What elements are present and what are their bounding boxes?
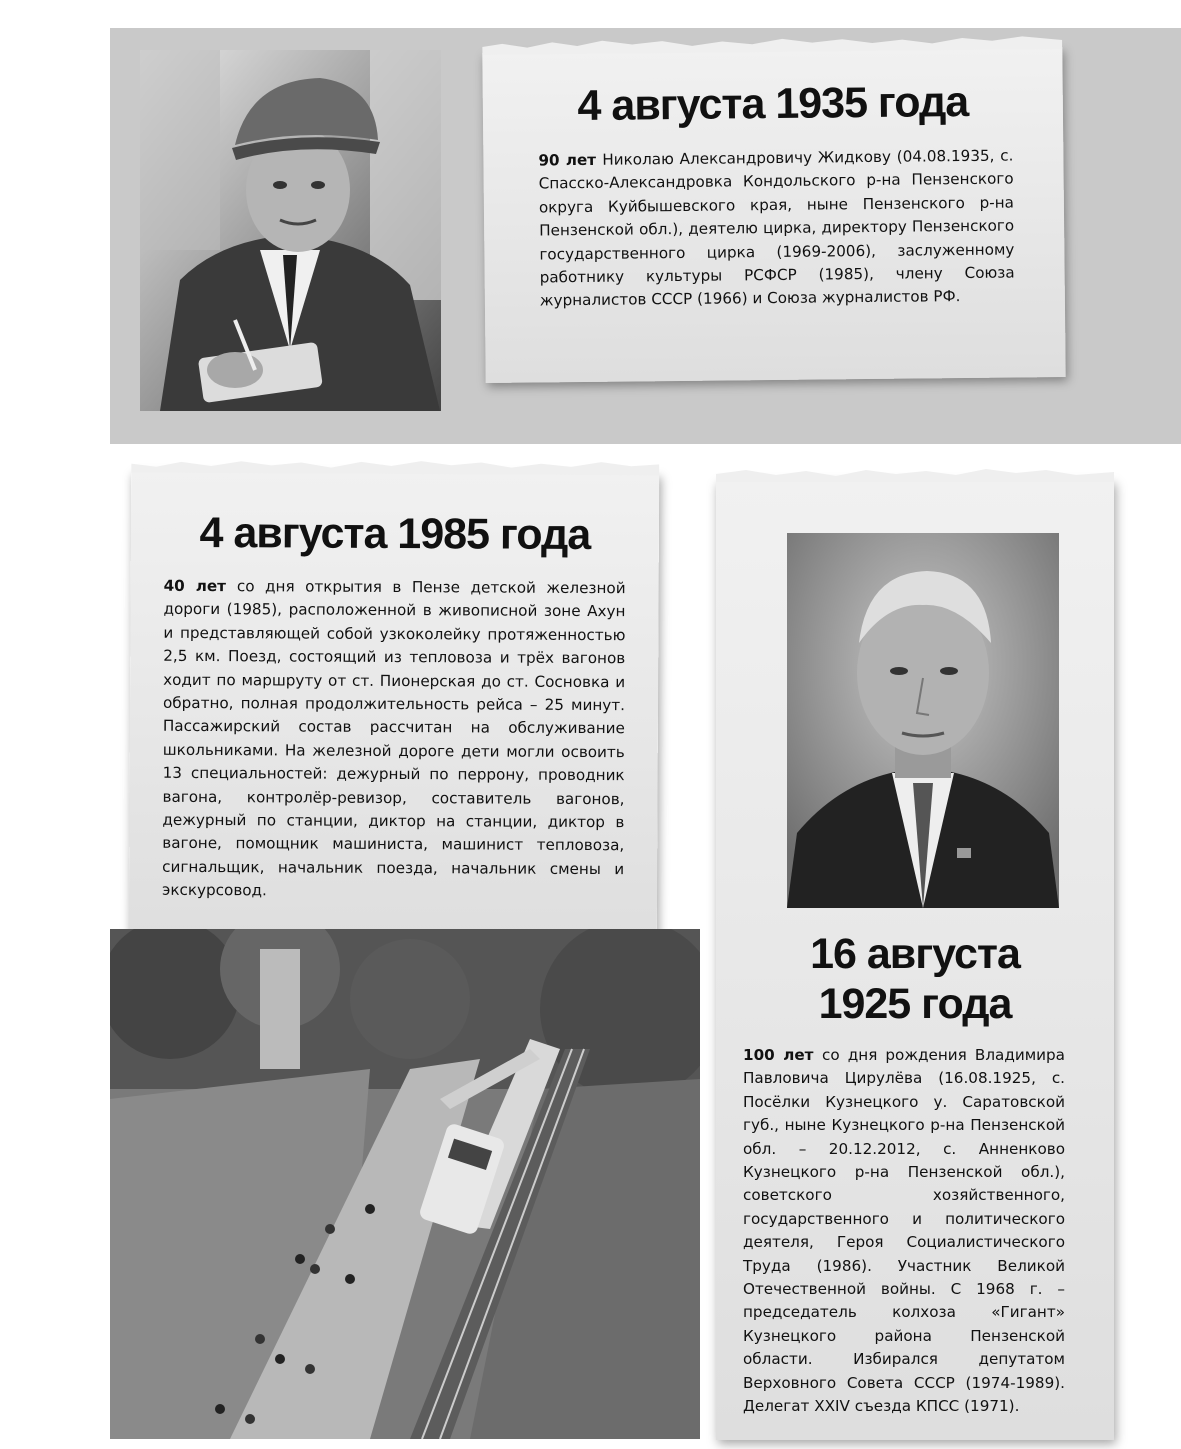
photo-zhidkov [140,50,441,411]
torn-edge [131,459,659,476]
text-1985 [162,575,626,905]
photo-childrens-railway [110,929,700,1439]
lead-1925: 100 лет [743,1046,823,1064]
photo-tsirulev [787,533,1059,908]
heading-1925-line2: 1925 года [818,980,1012,1028]
text-1925 [743,1044,1065,1419]
text-1935 [538,144,1015,313]
heading-1935: 4 августа 1935 года [577,77,969,131]
heading-1985: 4 августа 1985 года [199,508,591,560]
body-1935: Николаю Александровичу Жидкову (04.08.1935, с. Спасско-Александровка Кондольского р-на Пензенского округа Куйбышевского края, ныне Пензенского р-на Пензенской обл.), деятелю цирка, директору Пензенского государственного цирка (1969-2006), заслуженному работнику культуры РСФСР (1985), члену Союза журналистов СССР (1966) и Союза журналистов РФ. [538,146,1015,310]
body-1985: со дня открытия в Пензе детской железной дороги (1985), расположенной в живописной зоне Ахун и представляющей собой узкоколейку протяженностью 2,5 км. Поезд, состоящий из тепловоза и трёх вагонов ходит по маршруту от ст. Пионерская до ст. Сосновка и обратно, полная продолжительность рейса – 25 минут. Пассажирский состав рассчитан на обслуживание школьниками. На железной дороге дети могли освоить 13 специальностей: дежурный по перрону, проводник вагона, контролёр-ревизор, составитель вагонов, дежурный по станции, диктор на станции, диктор в вагоне, помощник машиниста, машинист тепловоза, сигнальщик, начальник поезда, начальник смены и экскурсовод. [161,577,626,900]
lead-1935: 90 лет [538,150,603,170]
heading-1925-line1: 16 августа [810,930,1020,978]
note-card-1985 [129,471,659,944]
lead-1985: 40 лет [163,576,237,596]
torn-edge [716,468,1114,482]
note-card-1935 [482,47,1065,383]
body-1925: со дня рождения Владимира Павловича Цирулёва (16.08.1925, с. Посёлки Кузнецкого у. Саратовской губ., ныне Кузнецкого р-на Пензенской обл. – 20.12.2012, с. Анненково Кузнецкого р-на Пензенской обл.), советского хозяйственного, государственного и политического деятеля, Героя Социалистического Труда (1986). Участник Великой Отечественной войны. С 1968 г. – председатель колхоза «Гигант» Кузнецкого района Пензенской области. Избирался депутатом Верховного Совета СССР (1974-1989). Делегат XXIV съезда КПСС (1971). [743,1046,1065,1416]
